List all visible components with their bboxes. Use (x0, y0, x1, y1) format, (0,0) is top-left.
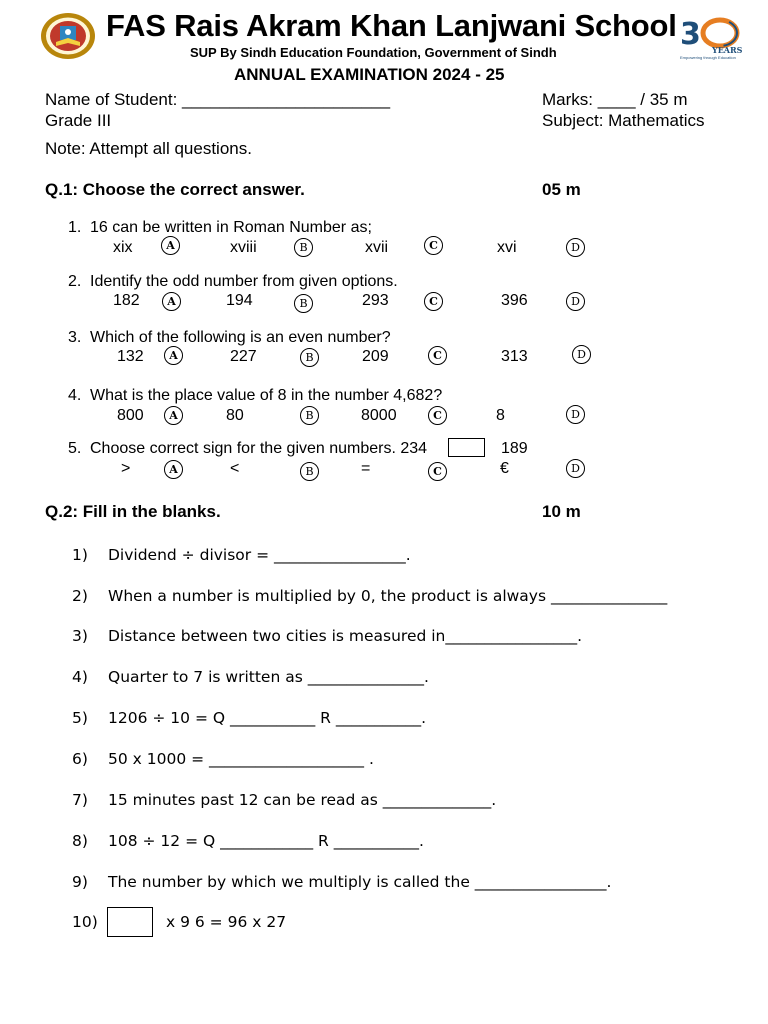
option-text-d: 313 (501, 348, 528, 365)
q2-item-number: 6) (72, 750, 88, 768)
option-text-b: 194 (226, 292, 253, 309)
school-name: FAS Rais Akram Khan Lanjwani School (106, 8, 677, 43)
option-circle-b[interactable]: B (300, 348, 319, 367)
instruction-note: Note: Attempt all questions. (45, 139, 252, 158)
q1-item-number: 3. (68, 329, 82, 346)
school-crest-logo (40, 12, 96, 60)
option-circle-c[interactable]: C (428, 406, 447, 425)
option-circle-a[interactable]: A (162, 292, 181, 311)
option-circle-b[interactable]: B (300, 406, 319, 425)
q1-item-number: 2. (68, 273, 82, 290)
option-text-d: 8 (496, 407, 505, 424)
q2-item-text: Distance between two cities is measured in_________________. (108, 627, 583, 645)
svg-text:3: 3 (680, 17, 701, 52)
q1-heading: Q.1: Choose the correct answer. (45, 180, 305, 199)
q2-item-text: Dividend ÷ divisor = _________________. (108, 546, 411, 564)
anniversary-logo (678, 12, 748, 64)
option-text-c: 8000 (361, 407, 397, 424)
option-text-d: € (500, 460, 509, 477)
option-circle-d[interactable]: D (566, 238, 585, 257)
missing-number-box[interactable] (107, 907, 153, 937)
option-circle-d[interactable]: D (566, 292, 585, 311)
q1-item-number: 4. (68, 387, 82, 404)
q2-item-text: 1206 ÷ 10 = Q ___________ R ___________. (108, 709, 427, 727)
option-circle-b[interactable]: B (294, 238, 313, 257)
q1-marks: 05 m (542, 180, 581, 199)
q2-item-number: 3) (72, 627, 88, 645)
q1-item-text: Identify the odd number from given options. (90, 273, 398, 290)
q1-item-text: 16 can be written in Roman Number as; (90, 219, 372, 236)
subject-label: Subject: Mathematics (542, 111, 705, 130)
q2-item-text: When a number is multiplied by 0, the product is always _______________ (108, 587, 668, 605)
option-circle-d[interactable]: D (566, 459, 585, 478)
option-text-b: xviii (230, 239, 257, 256)
option-text-c: 209 (362, 348, 389, 365)
anniversary-tagline: Empowering through Education (680, 55, 736, 60)
option-circle-a[interactable]: A (164, 406, 183, 425)
option-circle-b[interactable]: B (294, 294, 313, 313)
q2-item-text: Quarter to 7 is written as _______________. (108, 668, 429, 686)
option-text-b: < (230, 460, 240, 477)
q2-marks: 10 m (542, 502, 581, 521)
option-circle-a[interactable]: A (161, 236, 180, 255)
option-circle-c[interactable]: C (424, 236, 443, 255)
anniversary-years-text: YEARS (712, 45, 743, 55)
option-circle-a[interactable]: A (164, 460, 183, 479)
q2-item-number: 1) (72, 546, 88, 564)
q1-item-number: 1. (68, 219, 82, 236)
option-circle-c[interactable]: C (424, 292, 443, 311)
q2-item-text: The number by which we multiply is called the _________________. (108, 873, 612, 891)
q2-item-number: 5) (72, 709, 88, 727)
q2-item-text: 50 x 1000 = ____________________ . (108, 750, 374, 768)
sponsor-line: SUP By Sindh Education Foundation, Government of Sindh (190, 45, 557, 60)
q2-item-number: 9) (72, 873, 88, 891)
option-circle-c[interactable]: C (428, 462, 447, 481)
option-text-a: 132 (117, 348, 144, 365)
q1-item-text: Which of the following is an even number? (90, 329, 391, 346)
grade-label: Grade III (45, 111, 112, 130)
q1-item-text: What is the place value of 8 in the number 4,682? (90, 387, 443, 404)
q2-item-number: 4) (72, 668, 88, 686)
q2-item-number: 7) (72, 791, 88, 809)
exam-title: ANNUAL EXAMINATION 2024 - 25 (234, 65, 505, 84)
option-text-b: 227 (230, 348, 257, 365)
marks-field: Marks: ____ / 35 m (542, 90, 688, 109)
q2-item-number: 8) (72, 832, 88, 850)
q1-item-number: 5. (68, 440, 82, 457)
q2-item-number: 2) (72, 587, 88, 605)
q2-heading: Q.2: Fill in the blanks. (45, 502, 221, 521)
q1-item-text: Choose correct sign for the given numbers. 234 (90, 440, 428, 457)
student-name-field: Name of Student: ______________________ (45, 90, 391, 109)
option-text-a: 800 (117, 407, 144, 424)
option-text-c: = (361, 460, 371, 477)
option-text-a: 182 (113, 292, 140, 309)
option-text-d: xvi (497, 239, 517, 256)
q2-item-text: 15 minutes past 12 can be read as ______________. (108, 791, 497, 809)
option-text-a: > (121, 460, 131, 477)
q2-item-number: 10) (72, 913, 98, 931)
option-circle-a[interactable]: A (164, 346, 183, 365)
sign-answer-box[interactable] (448, 438, 485, 457)
q2-item-text: 108 ÷ 12 = Q ____________ R ___________. (108, 832, 424, 850)
option-text-b: 80 (226, 407, 244, 424)
option-text-d: 396 (501, 292, 528, 309)
option-circle-d[interactable]: D (572, 345, 591, 364)
option-circle-c[interactable]: C (428, 346, 447, 365)
q1-item-text-after: 189 (501, 440, 528, 457)
option-text-a: xix (113, 239, 133, 256)
q2-item-text: x 9 6 = 96 x 27 (166, 913, 287, 931)
option-text-c: xvii (365, 239, 389, 256)
option-text-c: 293 (362, 292, 389, 309)
option-circle-b[interactable]: B (300, 462, 319, 481)
option-circle-d[interactable]: D (566, 405, 585, 424)
